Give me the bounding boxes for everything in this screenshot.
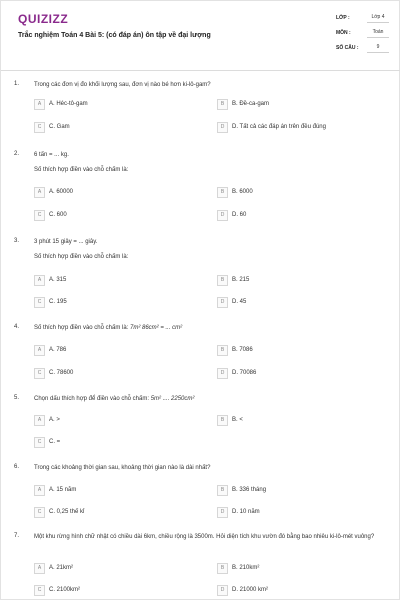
page-title: Trắc nghiệm Toán 4 Bài 5: (có đáp án) ôn tập về đại lượng bbox=[18, 32, 211, 39]
option-text: A. 21km² bbox=[49, 565, 74, 571]
meta-class-label: LỚP : bbox=[336, 15, 350, 21]
option-text: C. 78600 bbox=[49, 370, 74, 376]
option-text: B. 336 tháng bbox=[232, 487, 267, 493]
option-text: A. 60000 bbox=[49, 189, 74, 195]
question-math: 7m² 86cm² = ... cm² bbox=[130, 325, 183, 331]
question-text-main: Chọn dấu thích hợp để điền vào chỗ chấm: bbox=[34, 396, 150, 402]
option-text: A. Héc-tô-gam bbox=[49, 101, 88, 107]
question-number: 1. bbox=[14, 81, 20, 87]
option-text: B. < bbox=[232, 417, 243, 423]
option-text: A. > bbox=[49, 417, 60, 423]
option-text: C. 195 bbox=[49, 299, 67, 305]
option-letter-box: A bbox=[34, 99, 45, 110]
question-text: 3 phút 15 giây = ... giây. bbox=[34, 239, 98, 245]
option-text: D. 21000 km² bbox=[232, 587, 269, 593]
question-text: Trong các đơn vị đo khối lượng sau, đơn vị nào bé hơn ki-lô-gam? bbox=[34, 82, 211, 88]
option-text: D. 45 bbox=[232, 299, 247, 305]
option-letter-box: C bbox=[34, 437, 45, 448]
option-letter-box: B bbox=[217, 99, 228, 110]
question-number: 6. bbox=[14, 464, 20, 470]
option-letter-box: C bbox=[34, 368, 45, 379]
meta-class-value: Lớp 4 bbox=[367, 13, 389, 23]
question-subtext: Số thích hợp điền vào chỗ chấm là: bbox=[34, 167, 129, 173]
option-text: A. 315 bbox=[49, 277, 67, 283]
option-text: B. 215 bbox=[232, 277, 250, 283]
option-text: C. = bbox=[49, 439, 61, 445]
option-letter-box: B bbox=[217, 485, 228, 496]
option-text: C. Gam bbox=[49, 124, 70, 130]
meta-count-value: 9 bbox=[367, 43, 389, 53]
option-letter-box: D bbox=[217, 585, 228, 596]
worksheet-header bbox=[1, 1, 400, 63]
option-letter-box: D bbox=[217, 297, 228, 308]
question-text: Trong các khoảng thời gian sau, khoảng thời gian nào là dài nhất? bbox=[34, 465, 211, 471]
option-letter-box: A bbox=[34, 415, 45, 426]
option-text: D. Tất cả các đáp án trên đều đúng bbox=[232, 124, 326, 130]
question-number: 7. bbox=[14, 533, 20, 539]
option-letter-box: B bbox=[217, 345, 228, 356]
option-letter-box: B bbox=[217, 563, 228, 574]
option-letter-box: D bbox=[217, 210, 228, 221]
question-text: 6 tấn = ... kg. bbox=[34, 152, 69, 158]
option-letter-box: A bbox=[34, 485, 45, 496]
question-text bbox=[34, 324, 384, 333]
meta-subject-label: MÔN : bbox=[336, 30, 351, 36]
question-number: 4. bbox=[14, 324, 20, 330]
question-math: 5m² .... 2250cm² bbox=[150, 396, 195, 402]
question-subtext: Số thích hợp điền vào chỗ chấm là: bbox=[34, 254, 129, 260]
option-text: A. 15 năm bbox=[49, 487, 77, 493]
question-number: 3. bbox=[14, 238, 20, 244]
option-text: C. 2100km² bbox=[49, 587, 81, 593]
option-letter-box: D bbox=[217, 122, 228, 133]
option-letter-box: D bbox=[217, 368, 228, 379]
option-letter-box: C bbox=[34, 507, 45, 518]
option-letter-box: A bbox=[34, 345, 45, 356]
option-text: D. 10 năm bbox=[232, 509, 260, 515]
option-text: D. 70086 bbox=[232, 370, 257, 376]
option-letter-box: A bbox=[34, 563, 45, 574]
meta-subject-value: Toán bbox=[367, 28, 389, 38]
option-letter-box: A bbox=[34, 275, 45, 286]
option-text: C. 600 bbox=[49, 212, 67, 218]
option-text: B. Đề-ca-gam bbox=[232, 101, 270, 107]
option-text: A. 786 bbox=[49, 347, 67, 353]
option-letter-box: D bbox=[217, 507, 228, 518]
option-text: B. 7086 bbox=[232, 347, 253, 353]
meta-count-label: SỐ CÂU : bbox=[336, 45, 359, 51]
question-text bbox=[34, 395, 384, 404]
option-text: C. 0,25 thế kỉ bbox=[49, 509, 85, 515]
option-letter-box: B bbox=[217, 415, 228, 426]
question-number: 5. bbox=[14, 395, 20, 401]
question-number: 2. bbox=[14, 151, 20, 157]
option-letter-box: B bbox=[217, 275, 228, 286]
option-letter-box: C bbox=[34, 297, 45, 308]
meta-count bbox=[336, 45, 396, 60]
question-text-main: Số thích hợp điền vào chỗ chấm là: bbox=[34, 325, 129, 331]
header-divider bbox=[1, 70, 400, 71]
option-text: D. 60 bbox=[232, 212, 247, 218]
option-letter-box: C bbox=[34, 210, 45, 221]
option-letter-box: A bbox=[34, 187, 45, 198]
option-letter-box: C bbox=[34, 585, 45, 596]
option-text: B. 6000 bbox=[232, 189, 253, 195]
quizizz-logo: QUIZIZZ bbox=[18, 12, 69, 26]
option-letter-box: B bbox=[217, 187, 228, 198]
option-letter-box: C bbox=[34, 122, 45, 133]
question-text: Một khu rừng hình chữ nhật có chiều dài 6km, chiều rộng là 3500m. Hỏi diện tích khu vườn đó bằng bao nhiêu ki-lô-mét vuông? bbox=[34, 534, 375, 540]
meta-info bbox=[336, 15, 396, 60]
option-text: B. 210km² bbox=[232, 565, 260, 571]
